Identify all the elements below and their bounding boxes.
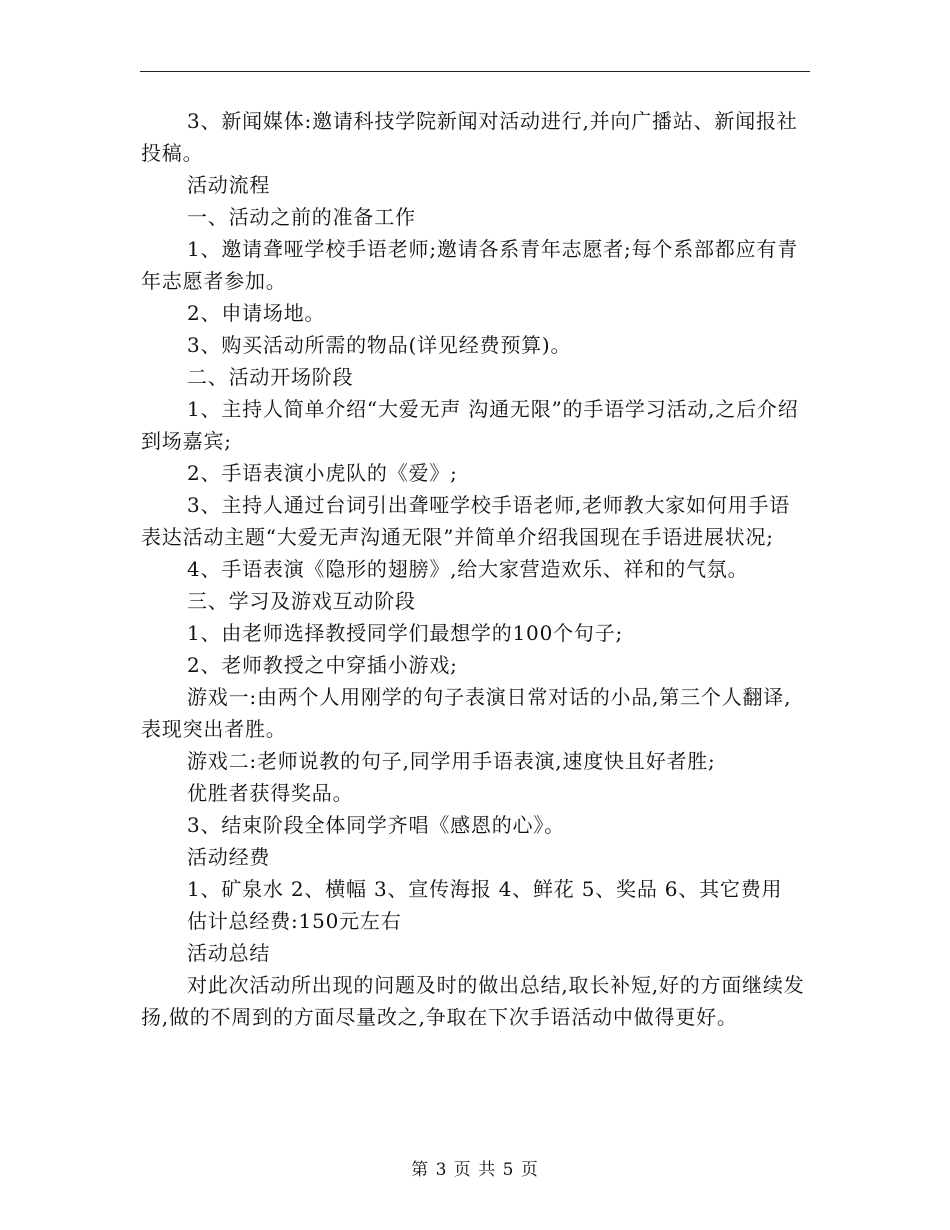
paragraph: 3、新闻媒体:邀请科技学院新闻对活动进行,并向广播站、新闻报社投稿。 — [141, 109, 798, 165]
paragraph: 2、老师教授之中穿插小游戏; — [187, 653, 458, 677]
paragraph: 对此次活动所出现的问题及时的做出总结,取长补短,好的方面继续发扬,做的不周到的方面尽量改之,争取在下次手语活动中做得更好。 — [141, 973, 805, 1029]
paragraph: 1、矿泉水 2、横幅 3、宣传海报 4、鲜花 5、奖品 6、其它费用 — [187, 877, 783, 901]
paragraph: 优胜者获得奖品。 — [187, 781, 354, 805]
paragraph: 3、购买活动所需的物品(详见经费预算)。 — [187, 333, 572, 357]
section-heading: 活动总结 — [187, 941, 271, 965]
page-number: 第 3 页 共 5 页 — [411, 1160, 539, 1180]
paragraph: 估计总经费:150元左右 — [187, 909, 402, 933]
paragraph: 2、手语表演小虎队的《爱》; — [187, 461, 458, 485]
paragraph: 游戏一:由两个人用刚学的句子表演日常对话的小品,第三个人翻译,表现突出者胜。 — [141, 685, 792, 741]
paragraph: 1、邀请聋哑学校手语老师;邀请各系青年志愿者;每个系部都应有青年志愿者参加。 — [141, 237, 799, 293]
paragraph: 1、由老师选择教授同学们最想学的100个句子; — [187, 621, 624, 645]
document-body — [141, 105, 809, 1033]
header-rule — [140, 71, 810, 72]
subsection-heading: 三、学习及游戏互动阶段 — [187, 589, 416, 613]
paragraph: 3、主持人通过台词引出聋哑学校手语老师,老师教大家如何用手语表达活动主题“大爱无声沟通无限”并简单介绍我国现在手语进展状况; — [141, 493, 791, 549]
section-heading: 活动经费 — [187, 845, 271, 869]
section-heading: 活动流程 — [187, 173, 271, 197]
paragraph: 游戏二:老师说教的句子,同学用手语表演,速度快且好者胜; — [187, 749, 716, 773]
paragraph: 2、申请场地。 — [187, 301, 326, 325]
paragraph: 1、主持人简单介绍“大爱无声 沟通无限”的手语学习活动,之后介绍到场嘉宾; — [141, 397, 799, 453]
paragraph: 4、手语表演《隐形的翅膀》,给大家营造欢乐、祥和的气氛。 — [187, 557, 749, 581]
paragraph: 3、结束阶段全体同学齐唱《感恩的心》。 — [187, 813, 565, 837]
subsection-heading: 二、活动开场阶段 — [187, 365, 354, 389]
subsection-heading: 一、活动之前的准备工作 — [187, 205, 416, 229]
